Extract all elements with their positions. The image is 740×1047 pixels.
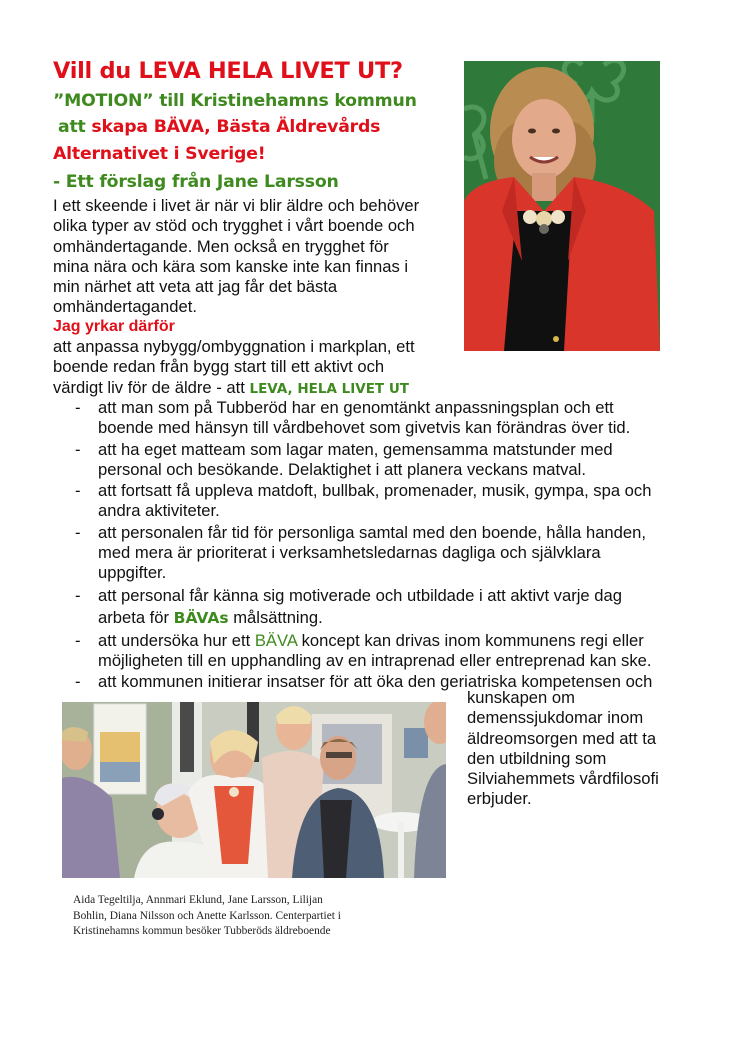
bullet-line: att personal får känna sig motiverade och utbildade i att aktivt varje dag	[98, 585, 622, 605]
bullet-dash: -	[75, 481, 81, 501]
caption-line: Kristinehamns kommun besöker Tubberöds äldreboende	[73, 925, 331, 938]
bullet-item	[75, 523, 695, 584]
title-heading: Vill du LEVA HELA LIVET UT?	[53, 58, 403, 84]
demand-bullet-list	[75, 398, 695, 694]
photo-caption	[73, 893, 403, 940]
bullet-line: att fortsatt få uppleva matdoft, bullbak, promenader, musik, gympa, spa och	[98, 481, 652, 501]
bullet-line: att kommunen initierar insatser för att öka den geriatriska kompetensen och	[98, 672, 653, 692]
bullet-line: att personalen får tid för personliga samtal med den boende, hålla handen,	[98, 522, 646, 542]
intro-paragraph	[53, 196, 453, 318]
bullet-text: målsättning.	[233, 607, 323, 627]
intro-line: min närhet att veta att jag får det bästa	[53, 277, 338, 297]
caption-line: Bohlin, Diana Nilsson och Anette Karlsson. Centerpartiet i	[73, 909, 341, 922]
bullet-item	[75, 398, 695, 439]
bullet-dash: -	[75, 630, 81, 650]
bava-highlight: BÄVAs	[173, 608, 229, 627]
bullet-continuation	[467, 688, 697, 810]
intro-line: olika typer av stöd och trygghet i vårt boende och	[53, 216, 415, 236]
continuation-line: Silviahemmets vårdfilosofi	[467, 769, 659, 789]
bullet-line	[98, 631, 695, 651]
demand-line	[53, 378, 463, 399]
bava-highlight: BÄVA	[254, 630, 297, 650]
group-illustration	[62, 702, 446, 878]
continuation-line: den utbildning som	[467, 748, 607, 768]
bava-heading	[53, 117, 380, 137]
proposal-author-heading: - Ett förslag från Jane Larsson	[53, 172, 339, 192]
bullet-line: andra aktiviteter.	[98, 501, 220, 521]
bullet-item	[75, 585, 695, 629]
bullet-dash: -	[75, 672, 81, 692]
portrait-photo	[464, 61, 660, 351]
bullet-dash: -	[75, 398, 81, 417]
alternative-heading: Alternativet i Sverige!	[53, 144, 266, 164]
caption-line: Aida Tegeltilja, Annmari Eklund, Jane Larsson, Lilijan	[73, 894, 323, 906]
bava-heading-rest: skapa BÄVA, Bästa Äldrevårds	[91, 117, 381, 137]
demand-highlight: LEVA, HELA LIVET UT	[249, 380, 409, 397]
demand-line: boende redan från bygg start till ett aktivt och	[53, 357, 385, 377]
demand-line: att anpassa nybygg/ombyggnation i markplan, ett	[53, 337, 415, 356]
bullet-text: att undersöka hur ett	[98, 630, 251, 650]
intro-line: omhändertagande. Men också en trygghet för	[53, 236, 389, 256]
demand-paragraph	[53, 337, 463, 399]
bullet-text: arbeta för	[98, 607, 170, 627]
bullet-dash: -	[75, 439, 81, 459]
continuation-line: kunskapen om	[467, 688, 575, 707]
bullet-item	[75, 440, 695, 481]
intro-line: I ett skeende i livet är när vi blir äldre och behöver	[53, 196, 420, 215]
group-photo	[62, 702, 446, 878]
bullet-line: personal och besökande. Delaktighet i att planera veckans matval.	[98, 459, 586, 479]
continuation-line: äldreomsorgen med att ta	[467, 728, 657, 748]
bullet-item	[75, 631, 695, 672]
intro-line: mina nära och kära som kanske inte kan finnas i	[53, 256, 409, 276]
bava-heading-att: att	[58, 117, 86, 137]
continuation-line: erbjuder.	[467, 789, 532, 809]
continuation-line: demenssjukdomar inom	[467, 708, 644, 728]
bullet-text: koncept kan drivas inom kommunens regi eller	[301, 630, 644, 650]
bullet-dash: -	[75, 522, 81, 542]
demand-line-text: värdigt liv för de äldre - att	[53, 377, 245, 397]
bullet-line: att man som på Tubberöd har en genomtänkt anpassningsplan och ett	[98, 398, 614, 417]
bullet-line: boende med hänsyn till vårdbehovet som givetvis kan förändras över tid.	[98, 418, 631, 438]
bullet-line: med mera är prioriterat i verksamhetsledarnas dagliga och självklara	[98, 543, 601, 563]
demand-heading: Jag yrkar därför	[53, 318, 175, 335]
bullet-dash: -	[75, 585, 81, 605]
bullet-line	[98, 607, 695, 629]
bullet-item	[75, 481, 695, 522]
bullet-line: uppgifter.	[98, 563, 167, 583]
bullet-line: möjligheten till en upphandling av en intraprenad eller entreprenad kan ske.	[98, 650, 652, 670]
bullet-line: att ha eget matteam som lagar maten, gemensamma matstunder med	[98, 439, 613, 459]
intro-line: omhändertagandet.	[53, 297, 197, 317]
motion-heading: ”MOTION” till Kristinehamns kommun	[53, 91, 417, 111]
portrait-illustration	[464, 61, 660, 351]
